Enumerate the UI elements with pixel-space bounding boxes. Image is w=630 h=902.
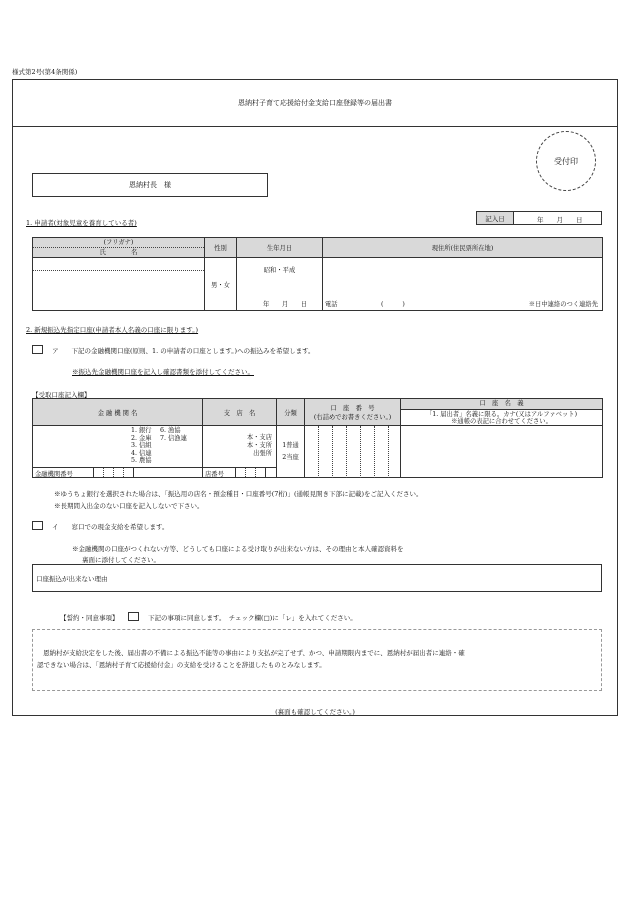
addressee-box xyxy=(32,173,268,197)
bank-types-left: 1. 銀行 2. 金庫 3. 信組 4. 信連 5. 農協 xyxy=(131,427,152,464)
account-holder-field[interactable] xyxy=(401,426,603,478)
applicant-table xyxy=(32,237,603,311)
account-table xyxy=(32,398,603,478)
birthdate-header: 生年月日 xyxy=(237,238,323,258)
option-i-checkbox[interactable] xyxy=(32,521,43,530)
consent-box xyxy=(32,629,602,691)
branch-name-header: 支 店 名 xyxy=(203,399,277,426)
name-label: 氏 名 xyxy=(99,249,138,256)
bank-code-row xyxy=(33,467,202,477)
name-field[interactable] xyxy=(33,258,205,311)
bank-code-label: 金融機関番号 xyxy=(35,471,73,478)
phone-paren: ( ) xyxy=(381,301,405,308)
account-number-field[interactable] xyxy=(305,426,401,478)
name-header xyxy=(33,238,205,258)
birthdate-field[interactable] xyxy=(237,258,323,311)
reception-stamp: 受付印 xyxy=(536,131,596,191)
consent-body-2: 認できない場合は、「恩納村子育て応援給付金」の支給を受けることを辞退したものとみなします。 xyxy=(37,661,326,669)
option-a-text: ア 下記の金融機関口座(原則、1. の申請者の口座とします。)への振込みを希望します。 xyxy=(52,347,315,355)
consent-label: 【誓約・同意事項】 xyxy=(60,614,119,622)
era-options: 昭和・平成 xyxy=(263,267,296,274)
account-entry-heading: 【受取口座記入欄】 xyxy=(32,391,91,399)
consent-checkbox[interactable] xyxy=(128,612,139,621)
addressee: 恩納村長 様 xyxy=(129,181,171,189)
address-field[interactable] xyxy=(323,258,603,311)
yucho-note-2: ※長期間入出金のない口座を記入しないで下さい。 xyxy=(54,502,204,510)
reason-box[interactable] xyxy=(32,564,602,592)
option-i-note-1: ※金融機関の口座がつくれない方等、どうしても口座による受け取りが出来ない方は、その理由と本人確認資料を xyxy=(72,545,404,553)
gender-header: 性別 xyxy=(205,238,237,258)
entry-date-field[interactable]: 年 月 日 xyxy=(537,216,583,224)
applicant-section-title: 1. 申請者(対象児童を養育している者) xyxy=(26,219,137,227)
account-number-sub: (右詰めでお書きください。) xyxy=(313,414,392,421)
option-a-note: ※振込先金融機関口座を記入し確認書類を添付してください。 xyxy=(72,368,254,376)
form-number: 様式第2号(第4条関係) xyxy=(12,68,78,76)
account-holder-label: 口 座 名 義 xyxy=(401,399,602,410)
holder-note-2: ※通帳の表記に合わせてください。 xyxy=(401,418,602,425)
phone-label: 電話 xyxy=(325,301,338,308)
account-number-label: 口 座 番 号 xyxy=(330,405,375,412)
option-i-text: イ 窓口での現金支給を希望します。 xyxy=(52,523,169,531)
title-divider xyxy=(12,126,618,127)
branch-code-row xyxy=(203,467,276,477)
branch-name-field[interactable] xyxy=(203,426,277,478)
address-header: 現住所(住民票所在地) xyxy=(323,238,603,258)
consent-body-1: 恩納村が支給決定をした後、届出書の不備による振込不能等の事由により支払が完了せず、かつ、申請期限内までに、恩納村が届出者に連絡・確 xyxy=(43,649,465,657)
furigana-field[interactable] xyxy=(33,258,204,271)
reason-label: 口座振込が出来ない理由 xyxy=(36,575,108,583)
consent-text: 下記の事項に同意します。 チェック欄(□)に「レ」を入れてください。 xyxy=(148,614,357,622)
bank-types-right: 6. 漁協 7. 信漁連 xyxy=(160,427,187,442)
option-a-checkbox[interactable] xyxy=(32,345,43,354)
option-i-note-2: 裏面に添付してください。 xyxy=(82,556,160,564)
account-number-header xyxy=(305,399,401,426)
gender-field[interactable]: 男・女 xyxy=(205,258,237,311)
bank-name-header: 金 融 機 関 名 xyxy=(33,399,203,426)
account-section-title: 2. 新規振込先指定口座(申請者本人名義の口座に限ります。) xyxy=(26,326,199,334)
branch-types: 本・支店 本・支所 出張所 xyxy=(246,434,272,457)
form-title: 恩納村子育て応援給付金支給口座登録等の届出書 xyxy=(238,99,392,107)
bank-name-field[interactable] xyxy=(33,426,203,478)
entry-date-label: 記入日 xyxy=(477,212,514,224)
yucho-note-1: ※ゆうちょ銀行を選択された場合は、「振込用の店名・預金種目・口座番号(7桁)」(通帳見開き下部に記載)をご記入ください。 xyxy=(54,490,423,498)
contact-note: ※日中連絡のつく連絡先 xyxy=(528,301,598,308)
account-type-field[interactable]: 1普通 2当座 xyxy=(277,426,305,478)
category-header: 分類 xyxy=(277,399,305,426)
entry-date-box xyxy=(476,211,602,225)
holder-note-1: 「1. 届出者」名義に限る。カナ(又はアルファベット) xyxy=(401,410,602,418)
account-holder-header xyxy=(401,399,603,426)
branch-code-label: 店番号 xyxy=(205,471,224,478)
footer-note: (裏面も確認してください。) xyxy=(275,708,355,716)
furigana-label: (フリガナ) xyxy=(33,238,204,248)
birthdate-units: 年 月 日 xyxy=(263,301,308,308)
